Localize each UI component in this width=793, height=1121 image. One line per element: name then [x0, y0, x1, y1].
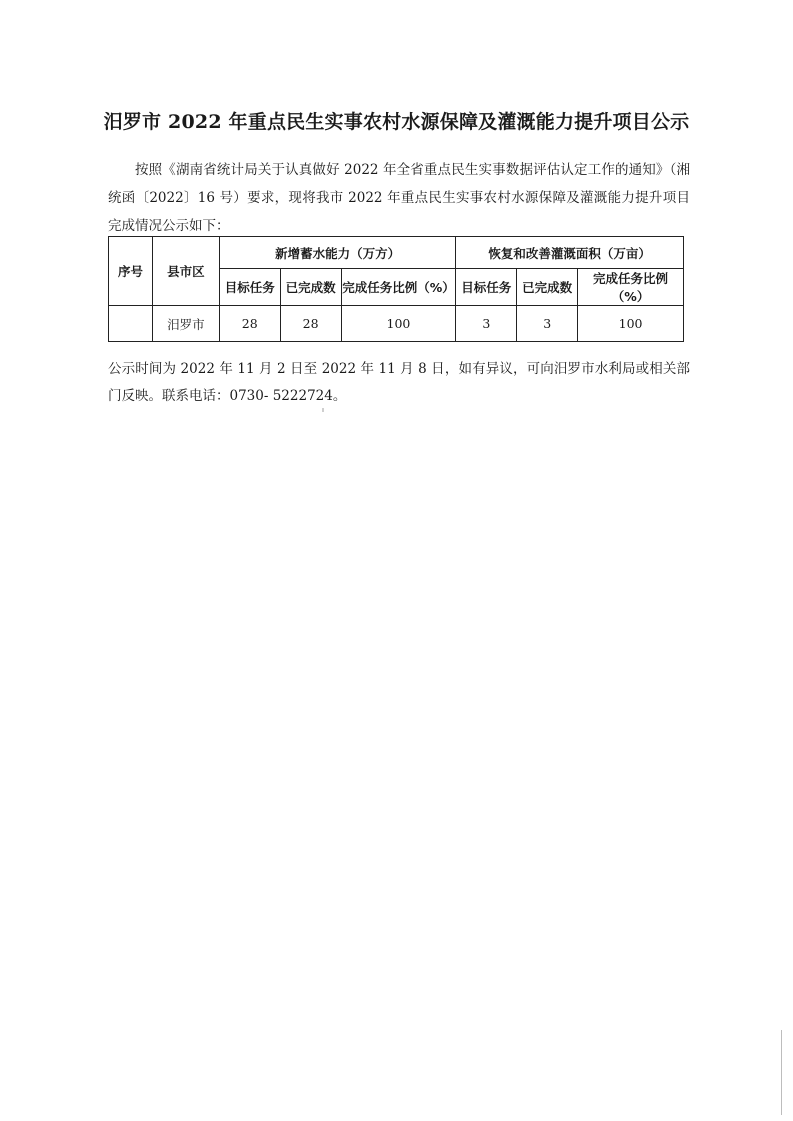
header-storage-target: 目标任务 — [219, 269, 280, 306]
cell-seq — [109, 306, 153, 342]
header-group-storage: 新增蓄水能力（万方） — [219, 237, 456, 269]
scan-edge-mark — [781, 1030, 782, 1115]
results-table — [108, 236, 684, 342]
cell-storage-done: 28 — [280, 306, 341, 342]
intro-paragraph: 按照《湖南省统计局关于认真做好 2022 年全省重点民生实事数据评估认定工作的通知》（湘统函〔2022〕16 号）要求，现将我市 2022 年重点民生实事农村水源保障及灌溉能力提升项目完成情况公示如下： — [108, 162, 690, 234]
header-storage-done: 已完成数 — [280, 269, 341, 306]
notice-paragraph: 公示时间为 2022 年 11 月 2 日至 2022 年 11 月 8 日，如有异议，可向汨罗市水利局或相关部门反映。联系电话：0730- 5222724。 — [108, 361, 690, 404]
header-seq: 序号 — [109, 237, 153, 306]
header-county: 县市区 — [152, 237, 219, 306]
cell-storage-ratio: 100 — [341, 306, 456, 342]
cell-irrigation-target: 3 — [456, 306, 517, 342]
cell-storage-target: 28 — [219, 306, 280, 342]
cell-irrigation-ratio: 100 — [578, 306, 684, 342]
cell-irrigation-done: 3 — [517, 306, 578, 342]
header-irrigation-done: 已完成数 — [517, 269, 578, 306]
table-header-row — [109, 237, 684, 269]
header-irrigation-target: 目标任务 — [456, 269, 517, 306]
table-row — [109, 306, 684, 342]
scan-speck — [322, 408, 324, 412]
header-group-irrigation: 恢复和改善灌溉面积（万亩） — [456, 237, 684, 269]
header-storage-ratio: 完成任务比例（%） — [341, 269, 456, 306]
header-irrigation-ratio: 完成任务比例（%） — [578, 269, 684, 306]
page-title: 汨罗市 2022 年重点民生实事农村水源保障及灌溉能力提升项目公示 — [103, 111, 690, 133]
cell-county: 汨罗市 — [152, 306, 219, 342]
